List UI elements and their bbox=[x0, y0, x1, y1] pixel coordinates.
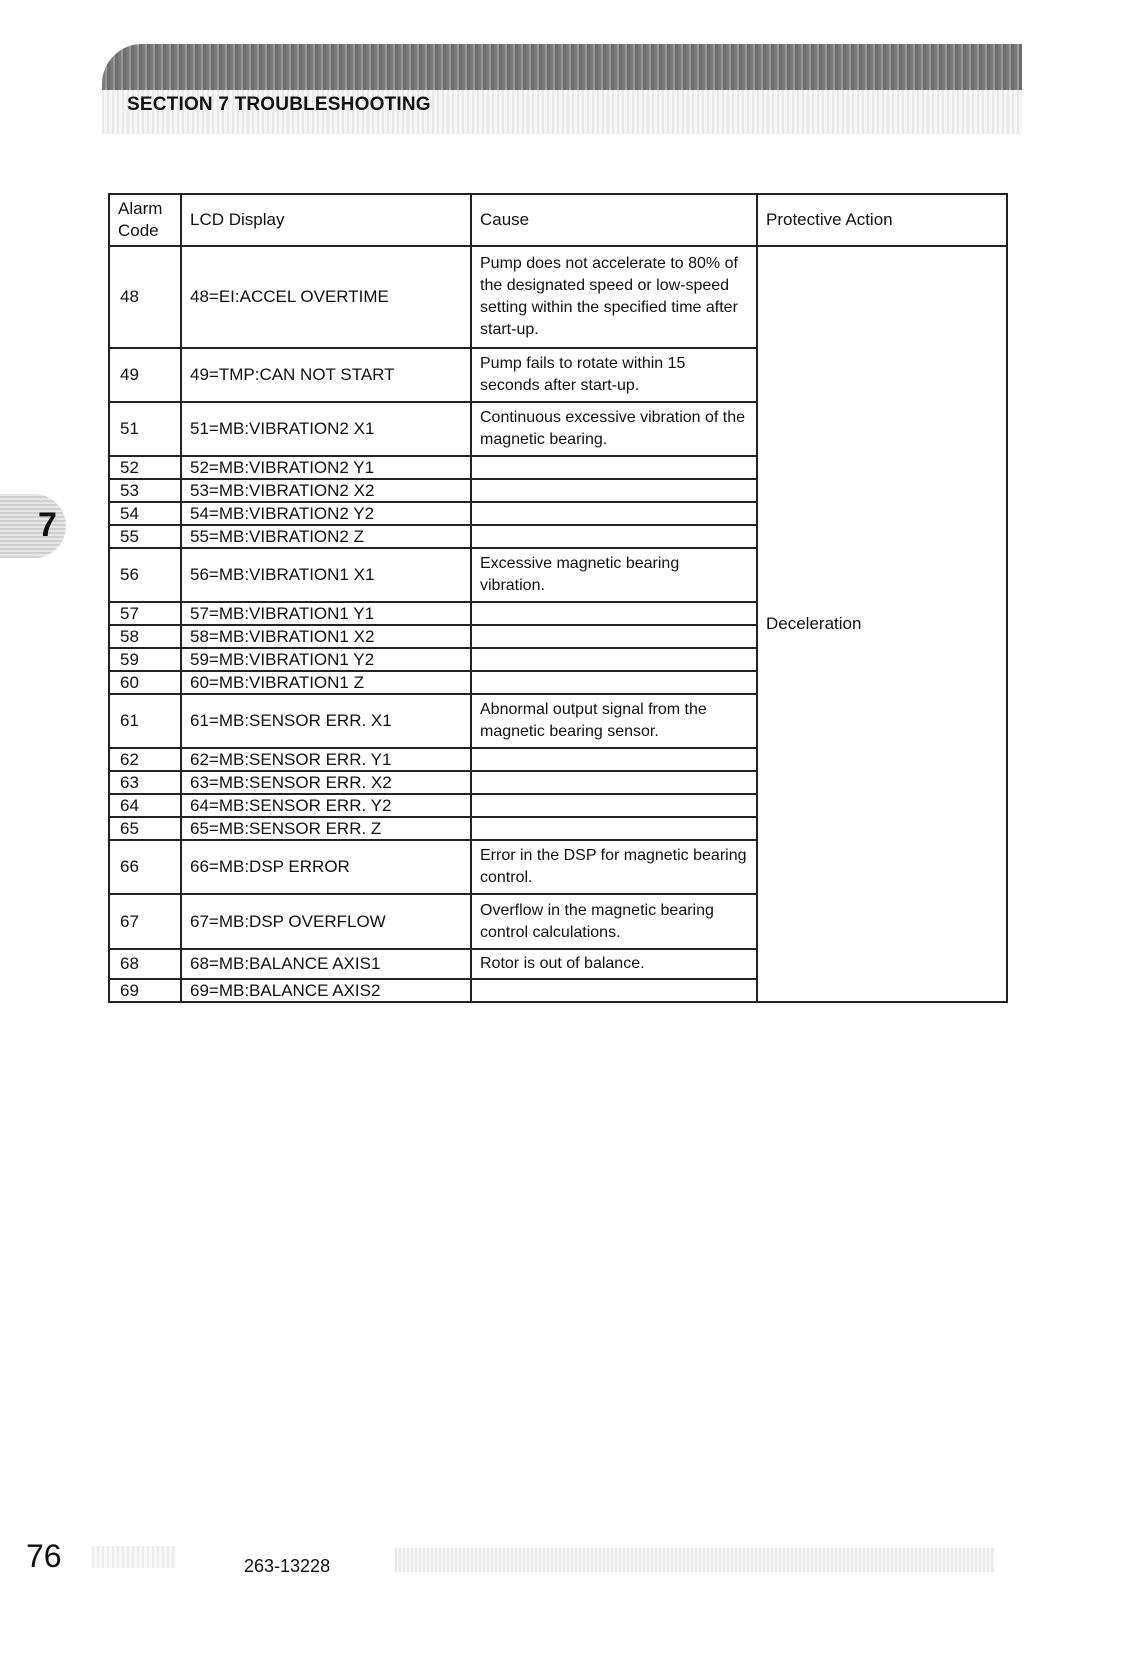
lcd-display-cell: 67=MB:DSP OVERFLOW bbox=[181, 894, 471, 948]
alarm-code-cell: 52 bbox=[109, 456, 181, 479]
alarm-code-cell: 53 bbox=[109, 479, 181, 502]
alarm-code-cell: 49 bbox=[109, 348, 181, 402]
cause-cell bbox=[471, 602, 757, 625]
cause-cell bbox=[471, 625, 757, 648]
cause-cell bbox=[471, 525, 757, 548]
lcd-display-cell: 49=TMP:CAN NOT START bbox=[181, 348, 471, 402]
lcd-display-cell: 59=MB:VIBRATION1 Y2 bbox=[181, 648, 471, 671]
footer-decoration-left bbox=[92, 1546, 176, 1568]
alarm-code-cell: 68 bbox=[109, 949, 181, 979]
protective-action-cell: Deceleration bbox=[757, 246, 1007, 1002]
table-row bbox=[109, 246, 1007, 348]
cause-cell bbox=[471, 794, 757, 817]
alarm-code-cell: 59 bbox=[109, 648, 181, 671]
document-id: 263-13228 bbox=[244, 1556, 331, 1576]
cause-cell bbox=[471, 748, 757, 771]
lcd-display-cell: 55=MB:VIBRATION2 Z bbox=[181, 525, 471, 548]
cause-cell bbox=[471, 671, 757, 694]
cause-cell: Overflow in the magnetic bearing control calculations. bbox=[471, 894, 757, 948]
lcd-display-cell: 69=MB:BALANCE AXIS2 bbox=[181, 979, 471, 1002]
lcd-display-cell: 61=MB:SENSOR ERR. X1 bbox=[181, 694, 471, 748]
footer-decoration-right bbox=[395, 1548, 995, 1572]
alarm-code-cell: 61 bbox=[109, 694, 181, 748]
alarm-code-cell: 56 bbox=[109, 548, 181, 602]
alarm-code-cell: 58 bbox=[109, 625, 181, 648]
cause-cell bbox=[471, 648, 757, 671]
lcd-display-cell: 62=MB:SENSOR ERR. Y1 bbox=[181, 748, 471, 771]
alarm-code-cell: 64 bbox=[109, 794, 181, 817]
section-title: SECTION 7 TROUBLESHOOTING bbox=[127, 94, 431, 115]
column-header-protective-action: Protective Action bbox=[757, 194, 1007, 246]
cause-cell: Continuous excessive vibration of the magnetic bearing. bbox=[471, 402, 757, 456]
page-number: 76 bbox=[26, 1538, 62, 1574]
table-header-row bbox=[109, 194, 1007, 246]
header-decoration-bar bbox=[102, 44, 1022, 94]
alarm-code-cell: 67 bbox=[109, 894, 181, 948]
cause-cell bbox=[471, 817, 757, 840]
lcd-display-cell: 57=MB:VIBRATION1 Y1 bbox=[181, 602, 471, 625]
alarm-code-cell: 57 bbox=[109, 602, 181, 625]
lcd-display-cell: 56=MB:VIBRATION1 X1 bbox=[181, 548, 471, 602]
column-header-alarm-code: Alarm Code bbox=[109, 194, 181, 246]
lcd-display-cell: 58=MB:VIBRATION1 X2 bbox=[181, 625, 471, 648]
alarm-code-cell: 69 bbox=[109, 979, 181, 1002]
alarm-code-cell: 66 bbox=[109, 840, 181, 894]
lcd-display-cell: 68=MB:BALANCE AXIS1 bbox=[181, 949, 471, 979]
lcd-display-cell: 51=MB:VIBRATION2 X1 bbox=[181, 402, 471, 456]
cause-cell bbox=[471, 979, 757, 1002]
lcd-display-cell: 48=EI:ACCEL OVERTIME bbox=[181, 246, 471, 348]
column-header-cause: Cause bbox=[471, 194, 757, 246]
lcd-display-cell: 53=MB:VIBRATION2 X2 bbox=[181, 479, 471, 502]
lcd-display-cell: 54=MB:VIBRATION2 Y2 bbox=[181, 502, 471, 525]
alarm-code-cell: 48 bbox=[109, 246, 181, 348]
lcd-display-cell: 63=MB:SENSOR ERR. X2 bbox=[181, 771, 471, 794]
cause-cell: Pump fails to rotate within 15 seconds after start-up. bbox=[471, 348, 757, 402]
cause-cell: Pump does not accelerate to 80% of the designated speed or low-speed setting within the specified time after start-up. bbox=[471, 246, 757, 348]
alarm-code-cell: 60 bbox=[109, 671, 181, 694]
lcd-display-cell: 64=MB:SENSOR ERR. Y2 bbox=[181, 794, 471, 817]
alarm-code-cell: 51 bbox=[109, 402, 181, 456]
section-tab-number: 7 bbox=[38, 506, 57, 544]
cause-cell bbox=[471, 456, 757, 479]
cause-cell bbox=[471, 479, 757, 502]
alarm-code-cell: 62 bbox=[109, 748, 181, 771]
alarm-code-cell: 55 bbox=[109, 525, 181, 548]
alarm-code-cell: 63 bbox=[109, 771, 181, 794]
cause-cell: Rotor is out of balance. bbox=[471, 949, 757, 979]
alarm-code-cell: 54 bbox=[109, 502, 181, 525]
cause-cell: Abnormal output signal from the magnetic bearing sensor. bbox=[471, 694, 757, 748]
column-header-lcd-display: LCD Display bbox=[181, 194, 471, 246]
lcd-display-cell: 52=MB:VIBRATION2 Y1 bbox=[181, 456, 471, 479]
lcd-display-cell: 60=MB:VIBRATION1 Z bbox=[181, 671, 471, 694]
alarm-table bbox=[108, 193, 1008, 1003]
lcd-display-cell: 66=MB:DSP ERROR bbox=[181, 840, 471, 894]
cause-cell: Error in the DSP for magnetic bearing control. bbox=[471, 840, 757, 894]
lcd-display-cell: 65=MB:SENSOR ERR. Z bbox=[181, 817, 471, 840]
cause-cell bbox=[471, 502, 757, 525]
cause-cell bbox=[471, 771, 757, 794]
cause-cell: Excessive magnetic bearing vibration. bbox=[471, 548, 757, 602]
alarm-code-cell: 65 bbox=[109, 817, 181, 840]
